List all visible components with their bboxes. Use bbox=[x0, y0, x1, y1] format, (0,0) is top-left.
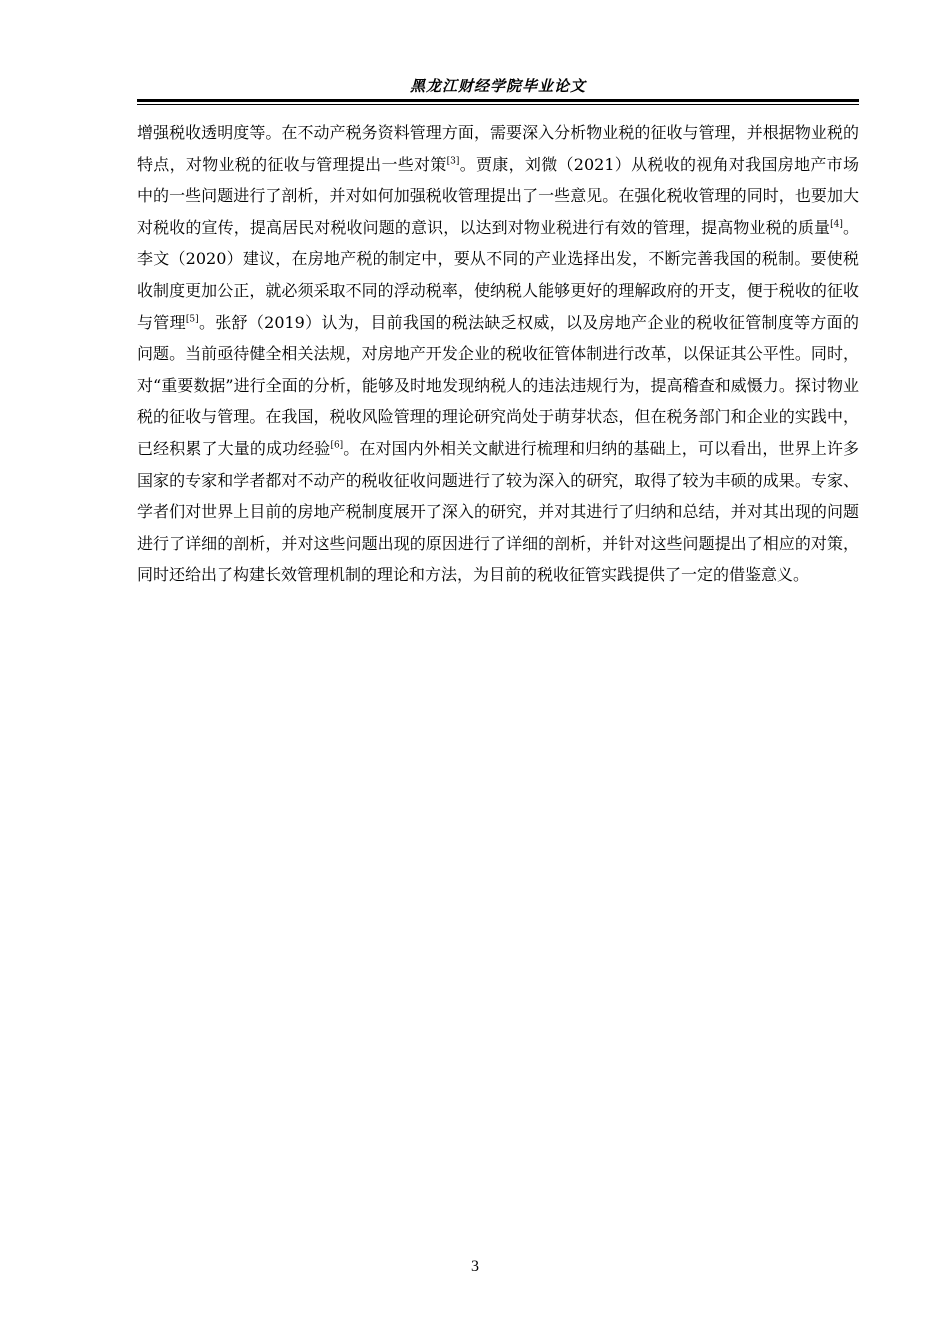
citation-ref: [6] bbox=[330, 440, 344, 451]
citation-ref: [3] bbox=[446, 156, 460, 167]
text-segment: 。张舒（2019）认为，目前我国的税法缺乏权威，以及房地产企业的税收征管制度等方面的问题。当前亟待健全相关法规，对房地产开发企业的税收征管体制进行改革，以保证其公平性。同时，对“重要数据”进行全面的分析，能够及时地发现纳税人的违法违规行为，提高稽查和威慑力。探讨物业税的征收与管理。在我国，税收风险管理的理论研究尚处于萌芽状态，但在税务部门和企业的实践中，已经积累了大量的成功经验 bbox=[137, 312, 859, 458]
text-segment: 增强税收透明度等。在不动产税务资料管理方面，需要深入分析物业税的征收与管理，并根据物业税的特点，对物业税的征收与管理提出一些对策 bbox=[137, 123, 859, 174]
text-segment: 。在对国内外相关文献进行梳理和归纳的基础上，可以看出，世界上许多国家的专家和学者都对不动产的税收征收问题进行了较为深入的研究，取得了较为丰硕的成果。专家、学者们对世界上目前的房地产税制度展开了深入的研究，并对其进行了归纳和总结，并对其出现的问题进行了详细的剖析，并对这些问题出现的原因进行了详细的剖析，并针对这些问题提出了相应的对策，同时还给出了构建长效管理机制的理论和方法，为目前的税收征管实践提供了一定的借鉴意义。 bbox=[137, 438, 859, 585]
citation-ref: [5] bbox=[185, 314, 199, 325]
text-segment: 。李文（2020）建议，在房地产税的制定中，要从不同的产业选择出发，不断完善我国的税制。要使税收制度更加公正，就必须采取不同的浮动税率，使纳税人能够更好的理解政府的开支，便于税收的征收与管理 bbox=[137, 217, 859, 332]
body-paragraph bbox=[137, 117, 859, 591]
header-rule-thin bbox=[137, 104, 859, 105]
header-rule-thick bbox=[137, 99, 859, 102]
page-number: 3 bbox=[471, 1258, 479, 1275]
text-segment: 。贾康，刘微（2021）从税收的视角对我国房地产市场中的一些问题进行了剖析，并对如何加强税收管理提出了一些意见。在强化税收管理的同时，也要加大对税收的宣传，提高居民对税收问题的意识，以达到对物业税进行有效的管理，提高物业税的质量 bbox=[137, 154, 859, 237]
running-header: 黑龙江财经学院毕业论文 bbox=[409, 77, 586, 95]
citation-ref: [4] bbox=[830, 219, 843, 230]
